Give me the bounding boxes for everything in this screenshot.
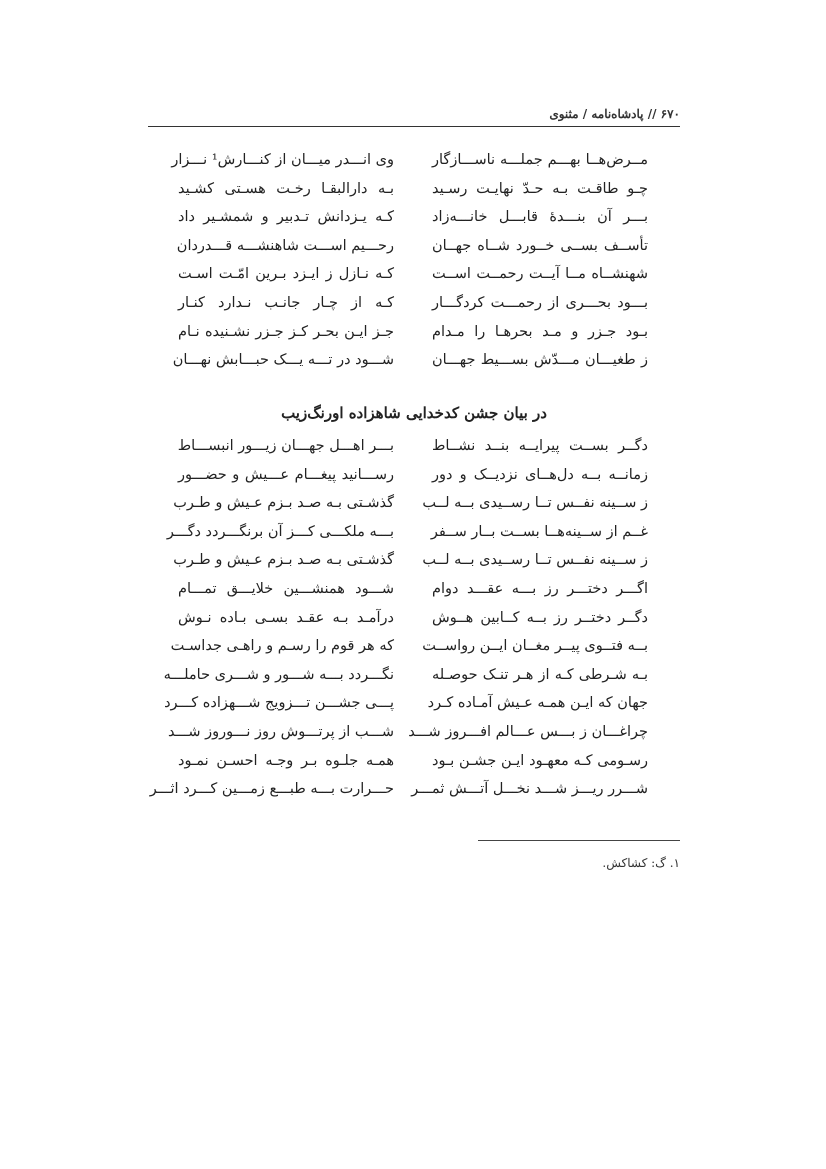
hemistich-left: همـه جلـوه بـر وجـه احسـن نمـود	[178, 752, 394, 769]
hemistich-right: زمانــه بــه دل‌هــای نزدیــک و دور	[432, 466, 648, 483]
couplet	[178, 203, 648, 232]
hemistich-right: شـــرر ریـــز شـــد نخـــل آتـــش ثمـــر	[411, 781, 648, 798]
couplet	[173, 489, 648, 518]
hemistich-right: جهان که ایـن همـه عـیش آمـاده کـرد	[427, 695, 648, 712]
hemistich-left: پـــی جشـــن تـــزویج شـــهزاده کـــرد	[164, 695, 394, 712]
couplet	[178, 575, 648, 604]
hemistich-right: چراغـــان ز بـــس عـــالم افـــروز شـــد	[408, 723, 648, 740]
hemistich-left: گذشـتی بـه صـد بـزم عـیش و طـرب	[173, 495, 394, 512]
hemistich-right: تأســف بســی خــورد شــاه جهــان	[432, 237, 648, 254]
hemistich-left: بـــه ملکـــی کـــز آن برنگـــردد دگـــر	[166, 523, 394, 540]
hemistich-right: دگــر دختــر رز بــه کــابین هــوش	[432, 609, 648, 626]
couplet	[172, 346, 648, 375]
couplet	[164, 689, 648, 718]
couplet	[170, 632, 648, 661]
running-header: ۶۷۰ // پادشاه‌نامه / مثنوی	[549, 107, 680, 121]
header-rule	[148, 126, 680, 127]
verse-block-2	[149, 432, 648, 804]
hemistich-left: وی انـــدر میـــان از کنـــارش¹ نـــزار	[171, 152, 394, 168]
couplet	[163, 661, 648, 690]
hemistich-right: بــه فتــوی پیــر مغــان ایــن رواســت	[422, 638, 648, 655]
hemistich-left: رحـــیم اســـت شاهنشـــه قـــدردان	[176, 237, 394, 254]
hemistich-left: درآمـد بـه عقـد بسـی بـاده نـوش	[178, 609, 394, 626]
hemistich-left: جـز ایـن بحـر کـز جـزر نشـنیده نـام	[178, 323, 394, 340]
couplet	[149, 775, 648, 804]
hemistich-right: بـه شـرطی کـه از هـر تنـک حوصـله	[432, 666, 648, 683]
hemistich-right: بـود جـزر و مـد بحرهـا را مـدام	[432, 323, 648, 340]
hemistich-right: ز ســینه نفــس تــا رســیدی بــه لــب	[422, 495, 648, 512]
hemistich-right: رسـومی کـه معهـود ایـن جشـن بـود	[432, 752, 648, 769]
couplet	[178, 747, 648, 776]
hemistich-right: مــرض‌هــا بهـــم جملـــه ناســـازگار	[432, 152, 648, 168]
couplet	[171, 146, 648, 175]
section-title: در بیان جشن کدخدایی شاهزاده اورنگ‌زیب	[281, 404, 547, 422]
couplet	[178, 461, 648, 490]
hemistich-left: که هر قوم را رسـم و راهـی جداسـت	[170, 638, 394, 655]
hemistich-right: اگـــر دختـــر رز بـــه عقـــد دوام	[432, 580, 648, 597]
verse-block-1	[171, 146, 648, 375]
hemistich-right: غــم از ســینه‌هــا بســت بــار ســفر	[430, 523, 648, 540]
couplet	[173, 546, 648, 575]
hemistich-left: گذشـتی بـه صـد بـزم عـیش و طـرب	[173, 552, 394, 569]
hemistich-right: بـــود بحـــری از رحمـــت کردگـــار	[432, 294, 648, 311]
couplet	[178, 289, 648, 318]
hemistich-right: ز ســینه نفــس تــا رســیدی بــه لــب	[422, 552, 648, 569]
hemistich-left: کـه نـازل ز ایـزد بـرین امّـت اسـت	[178, 266, 394, 283]
couplet	[178, 260, 648, 289]
hemistich-left: نگـــردد بـــه شـــور و شـــری حاملـــه	[163, 666, 394, 683]
hemistich-left: کـه یـزدانش تـدبیر و شمشـیر داد	[178, 209, 394, 226]
hemistich-right: ز طغیـــان مـــدّش بســـیط جهـــان	[432, 352, 648, 369]
footnote: ۱. گ: کشاکش.	[602, 856, 680, 870]
hemistich-right: دگــر بســت پیرایــه بنــد نشــاط	[432, 438, 648, 454]
couplet	[178, 432, 648, 461]
hemistich-left: بـه دارالبقـا رخـت هسـتی کشـید	[178, 180, 394, 197]
hemistich-left: شـــود در تـــه یـــک حبـــابش نهـــان	[172, 352, 394, 369]
hemistich-right: چـو طاقـت بـه حـدّ نهایـت رسـید	[432, 180, 648, 197]
hemistich-left: بـــر اهـــل جهـــان زیـــور انبســـاط	[177, 438, 394, 454]
hemistich-left: شـــود همنشـــین خلایـــق تمـــام	[178, 580, 394, 597]
hemistich-left: رســـانید پیغـــام عـــیش و حضـــور	[178, 466, 394, 483]
couplet	[178, 175, 648, 204]
hemistich-right: شهنشــاه مــا آیــت رحمــت اســت	[432, 266, 648, 283]
hemistich-left: حـــرارت بـــه طبـــع زمـــین کـــرد اثـــر	[149, 781, 394, 798]
couplet	[178, 604, 648, 633]
couplet	[166, 518, 648, 547]
couplet	[167, 718, 648, 747]
couplet	[178, 318, 648, 347]
hemistich-right: بـــر آن بنـــدهٔ قابـــل خانـــه‌زاد	[432, 209, 648, 226]
hemistich-left: کـه از چـار جانـب نـدارد کنـار	[178, 294, 394, 311]
footnote-rule	[478, 840, 680, 841]
couplet	[178, 232, 648, 261]
hemistich-left: شـــب از پرتـــوش روز نـــوروز شـــد	[167, 723, 394, 740]
